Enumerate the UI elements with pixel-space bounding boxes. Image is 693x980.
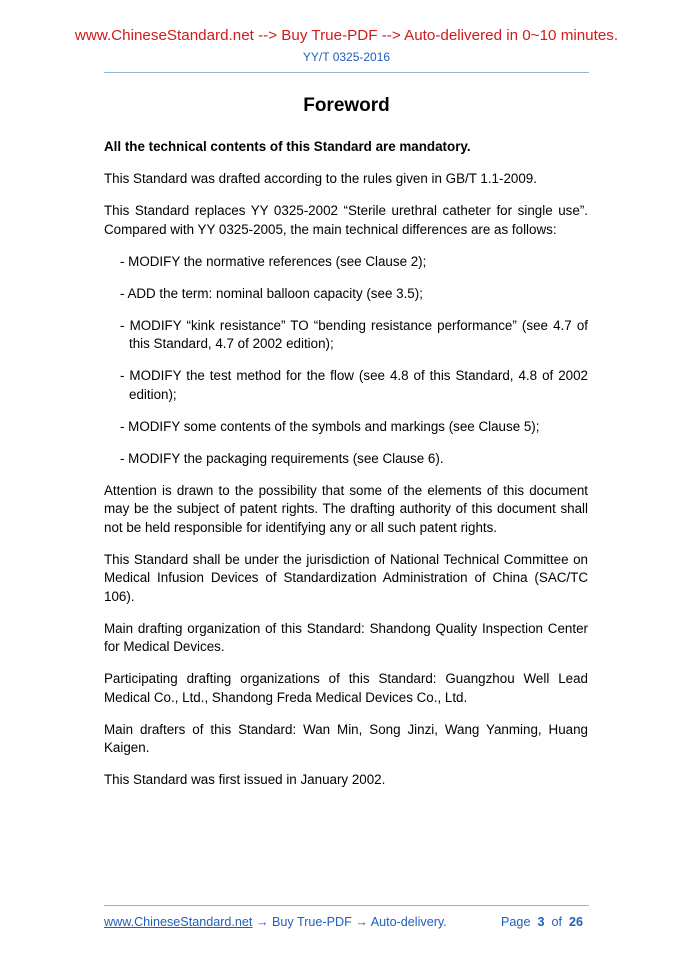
footer-tagline: → Buy True-PDF → Auto-delivery. xyxy=(252,915,447,929)
list-item: - MODIFY the normative references (see Clause 2); xyxy=(120,253,427,269)
page-number xyxy=(501,915,583,929)
list-item: - MODIFY “kink resistance” TO “bending resistance performance” (see 4.7 of this Standard, 4.7 of 2002 edition); xyxy=(120,317,588,351)
footer-link[interactable]: www.ChineseStandard.net xyxy=(104,915,253,929)
paragraph: Main drafting organization of this Standard: Shandong Quality Inspection Center for Medical Devices. xyxy=(104,620,588,654)
list-item: - MODIFY the packaging requirements (see Clause 6). xyxy=(120,450,444,466)
paragraph: This Standard was first issued in January 2002. xyxy=(104,772,386,787)
mandatory-statement: All the technical contents of this Standard are mandatory. xyxy=(104,139,471,154)
page-label: Page xyxy=(501,915,531,929)
list-item: - ADD the term: nominal balloon capacity (see 3.5); xyxy=(120,285,423,301)
paragraph: Main drafters of this Standard: Wan Min, Song Jinzi, Wang Yanming, Huang Kaigen. xyxy=(104,721,588,755)
page-current: 3 xyxy=(537,915,545,929)
foreword-body xyxy=(104,138,588,803)
paragraph: This Standard shall be under the jurisdiction of National Technical Committee on Medical Infusion Devices of Standardization Administration of China (SAC/TC 106). xyxy=(104,551,588,604)
changes-list xyxy=(104,253,588,469)
page-of-label: of xyxy=(551,915,562,929)
paragraph: This Standard replaces YY 0325-2002 “Sterile urethral catheter for single use”. Compared with YY 0325-2005, the main technical differences are as follows: xyxy=(104,203,588,237)
paragraph: Attention is drawn to the possibility that some of the elements of this document may be the subject of patent rights. The drafting authority of this document shall not be held responsible for identifying any or all such patent rights. xyxy=(104,482,588,535)
document-code: YY/T 0325-2016 xyxy=(302,50,391,64)
header-divider xyxy=(104,72,589,73)
page-footer xyxy=(104,915,589,929)
promo-banner[interactable]: www.ChineseStandard.net --> Buy True-PDF --> Auto-delivered in 0~10 minutes. xyxy=(74,27,619,44)
page-total: 26 xyxy=(568,915,583,929)
list-item: - MODIFY the test method for the flow (see 4.8 of this Standard, 4.8 of 2002 edition); xyxy=(120,368,588,402)
paragraph: This Standard was drafted according to the rules given in GB/T 1.1-2009. xyxy=(104,171,537,186)
list-item: - MODIFY some contents of the symbols and markings (see Clause 5); xyxy=(120,418,540,434)
footer-divider xyxy=(104,905,589,906)
paragraph: Participating drafting organizations of this Standard: Guangzhou Well Lead Medical Co., Ltd., Shandong Freda Medical Devices Co., Ltd. xyxy=(104,671,588,705)
page-title: Foreword xyxy=(303,95,390,116)
